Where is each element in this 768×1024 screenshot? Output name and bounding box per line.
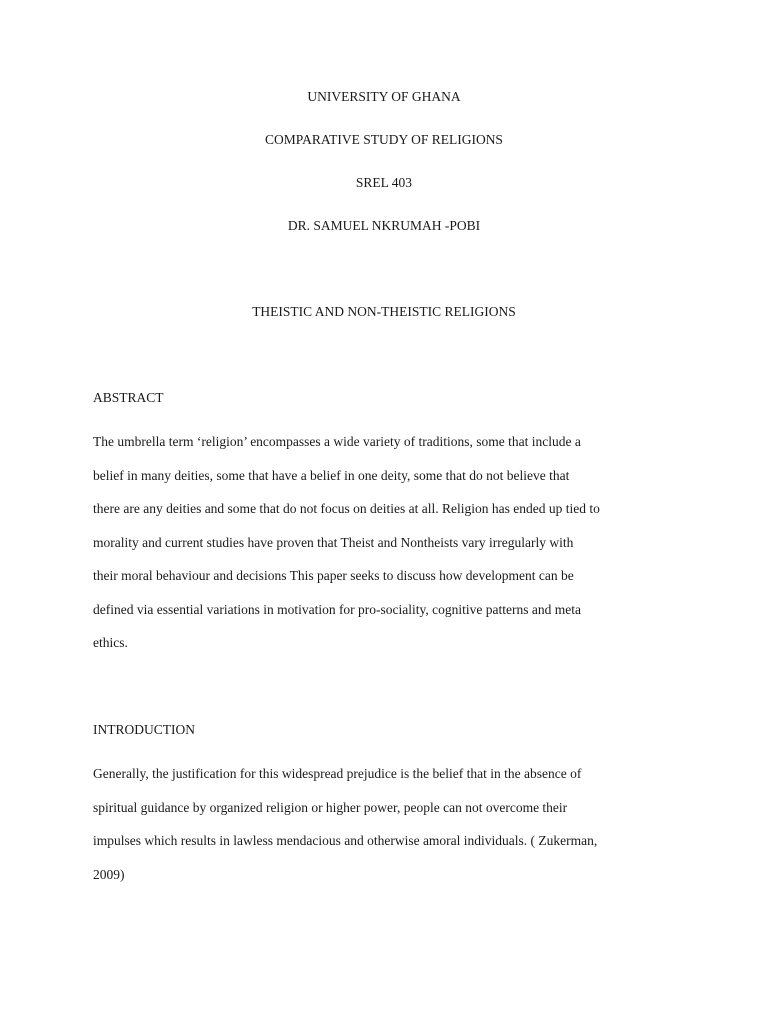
university-name: UNIVERSITY OF GHANA [307,89,461,104]
course-title: COMPARATIVE STUDY OF RELIGIONS [265,132,503,147]
introduction-line: Generally, the justification for this widespread prejudice is the belief that in the absence of [93,766,582,781]
abstract-line: ethics. [93,635,128,650]
lecturer-name: DR. SAMUEL NKRUMAH -POBI [287,218,481,233]
abstract-line: there are any deities and some that do not focus on deities at all. Religion has ended up tied to [93,501,600,516]
abstract-line: morality and current studies have proven that Theist and Nontheists vary irregularly with [93,534,574,550]
introduction-heading: INTRODUCTION [93,722,195,737]
abstract-heading: ABSTRACT [93,390,164,405]
course-code: SREL 403 [355,175,413,190]
introduction-line: spiritual guidance by organized religion or higher power, people can not overcome their [93,799,568,815]
abstract-line: belief in many deities, some that have a belief in one deity, some that do not believe that [93,467,570,483]
abstract-line: defined via essential variations in motivation for pro-sociality, cognitive patterns and meta [93,601,581,617]
introduction-line: impulses which results in lawless mendacious and otherwise amoral individuals. ( Zukerman, [93,833,598,848]
abstract-line: their moral behaviour and decisions This paper seeks to discuss how development can be [93,568,574,583]
introduction-line: 2009) [93,866,125,882]
abstract-line: The umbrella term ‘religion’ encompasses a wide variety of traditions, some that include a [93,434,581,449]
abstract-paragraph [93,434,693,669]
paper-title: THEISTIC AND NON-THEISTIC RELIGIONS [252,304,516,319]
introduction-paragraph [93,766,693,900]
